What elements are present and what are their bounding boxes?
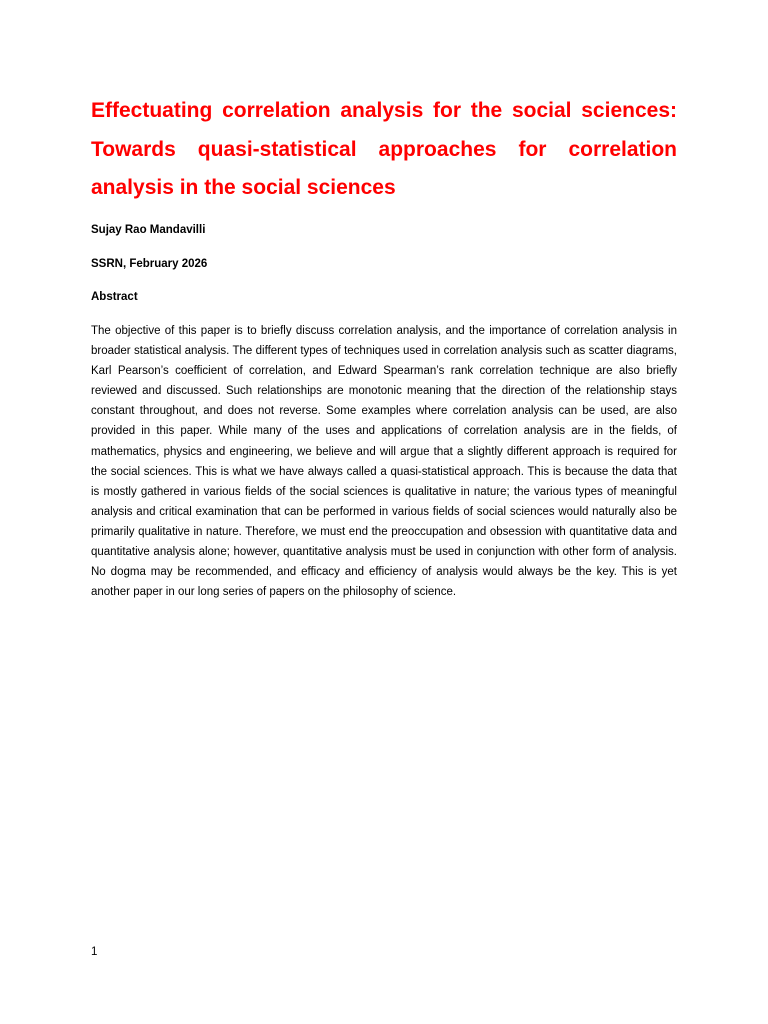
- abstract-heading: Abstract: [91, 291, 138, 303]
- author-name: Sujay Rao Mandavilli: [91, 224, 206, 236]
- abstract-text: The objective of this paper is to briefly discuss correlation analysis, and the importance of correlation analysis in broader statistical analysis. The different types of techniques used in correlation analysis such as scatter diagrams, Karl Pearson’s coefficient of correlation, and Edward Spearman’s rank correlation technique are also briefly reviewed and discussed. Such relationships are monotonic meaning that the direction of the relationship stays constant throughout, and does not reverse. Some examples where correlation analysis can be used, are also provided in this paper. While many of the uses and applications of correlation analysis are in the fields, of mathematics, physics and engineering, we believe and will argue that a slightly different approach is required for the social sciences. This is what we have always called a quasi-statistical approach. This is because the data that is mostly gathered in various fields of the social sciences is qualitative in nature; the various types of meaningful analysis and critical examination that can be performed in various fields of social sciences would naturally also be primarily qualitative in nature. Therefore, we must end the preoccupation and obsession with quantitative data and quantitative analysis alone; however, quantitative analysis must be used in conjunction with other form of analysis. No dogma may be recommended, and efficacy and efficiency of analysis would always be the key. This is yet another paper in our long series of papers on the philosophy of science.: [91, 325, 677, 599]
- page-number: 1: [91, 946, 98, 958]
- paper-title: Effectuating correlation analysis for the social sciences: Towards quasi-statistical approaches for correlation analysis in the social sciences: [91, 99, 677, 199]
- publication-venue-date: SSRN, February 2026: [91, 258, 208, 270]
